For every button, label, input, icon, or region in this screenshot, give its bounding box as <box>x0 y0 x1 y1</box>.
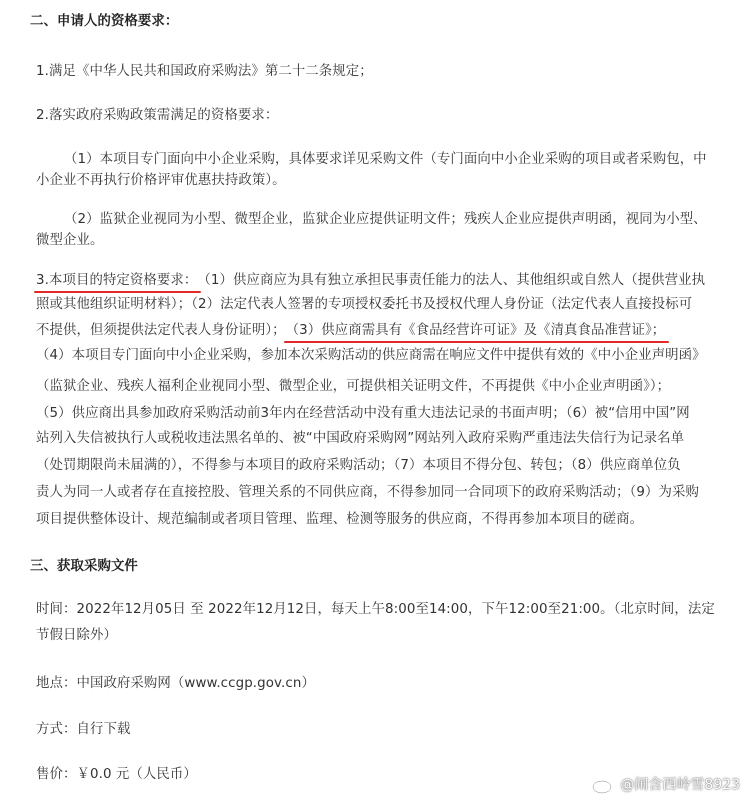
requirement-2-2-line-1: （2）监狱企业视同为小型、微型企业，监狱企业应提供证明文件；残疾人企业应提供声明函，视同为小型、 <box>64 212 707 227</box>
requirement-3-line-8: （处罚期限尚未届满的），不得参与本项目的政府采购活动；（7）本项目不得分包、转包；（8）供应商单位负 <box>36 458 681 473</box>
requirement-3-line-1 <box>36 272 705 290</box>
requirement-3-line-3 <box>36 322 665 340</box>
specific-requirements-label: 3.本项目的特定资格要求： <box>36 273 198 288</box>
method-line: 方式：自行下载 <box>36 722 131 737</box>
requirement-3-line-4: （4）本项目专门面向中小企业采购，参加本次采购活动的供应商需在响应文件中提供有效的《中小企业声明函》 <box>36 348 706 363</box>
weibo-logo-icon <box>592 774 616 794</box>
section-2-heading: 二、申请人的资格要求： <box>30 14 179 29</box>
requirement-3-line-2: 照或其他组织证明材料）；（2）法定代表人签署的专项授权委托书及授权代理人身份证（法定代表人直接投标可 <box>36 297 693 312</box>
requirement-2-1-line-2: 小企业不再执行价格评审优惠扶持政策）。 <box>36 173 286 188</box>
requirement-2-2-line-2: 微型企业。 <box>36 233 104 248</box>
time-line-1: 时间：2022年12月05日 至 2022年12月12日，每天上午8:00至14:00，下午12:00至21:00。（北京时间，法定 <box>36 602 715 617</box>
requirement-1: 1.满足《中华人民共和国政府采购法》第二十二条规定； <box>36 64 373 79</box>
requirement-3-line-1-text: （1）供应商应为具有独立承担民事责任能力的法人、其他组织或自然人（提供营业执 <box>197 273 706 288</box>
watermark-text: @闹含西岭雪8923 <box>620 777 740 793</box>
section-3-heading: 三、获取采购文件 <box>30 559 138 574</box>
requirement-3-line-7: 站列入失信被执行人或税收违法黑名单的、被“中国政府采购网”网站列入政府采购严重违法失信行为记录名单 <box>36 431 685 446</box>
price-line: 售价：￥0.0 元（人民币） <box>36 767 197 782</box>
requirement-2-1-line-1: （1）本项目专门面向中小企业采购，具体要求详见采购文件（专门面向中小企业采购的项目或者采购包，中 <box>64 152 707 167</box>
time-line-2: 节假日除外） <box>36 628 117 643</box>
requirement-3-line-9: 责人为同一人或者存在直接控股、管理关系的不同供应商，不得参加同一合同项下的政府采购活动；（9）为采购 <box>36 485 699 500</box>
requirement-3-line-10: 项目提供整体设计、规范编制或者项目管理、监理、检测等服务的供应商，不得再参加本项目的磋商。 <box>36 512 644 527</box>
food-license-requirement: （3）供应商需具有《食品经营许可证》及《清真食品准营证》； <box>285 323 666 338</box>
requirement-3-line-5: （监狱企业、残疾人福利企业视同小型、微型企业，可提供相关证明文件，不再提供《中小企业声明函》）； <box>36 379 671 394</box>
requirement-3-line-3-text: 不提供，但须提供法定代表人身份证明）； <box>36 323 286 338</box>
requirement-3-line-6: （5）供应商出具参加政府采购活动前3年内在经营活动中没有重大违法记录的书面声明；（6）被“信用中国”网 <box>36 406 690 421</box>
weibo-watermark <box>592 774 740 794</box>
place-line: 地点：中国政府采购网（www.ccgp.gov.cn） <box>36 676 315 691</box>
requirement-2: 2.落实政府采购政策需满足的资格要求： <box>36 108 279 123</box>
